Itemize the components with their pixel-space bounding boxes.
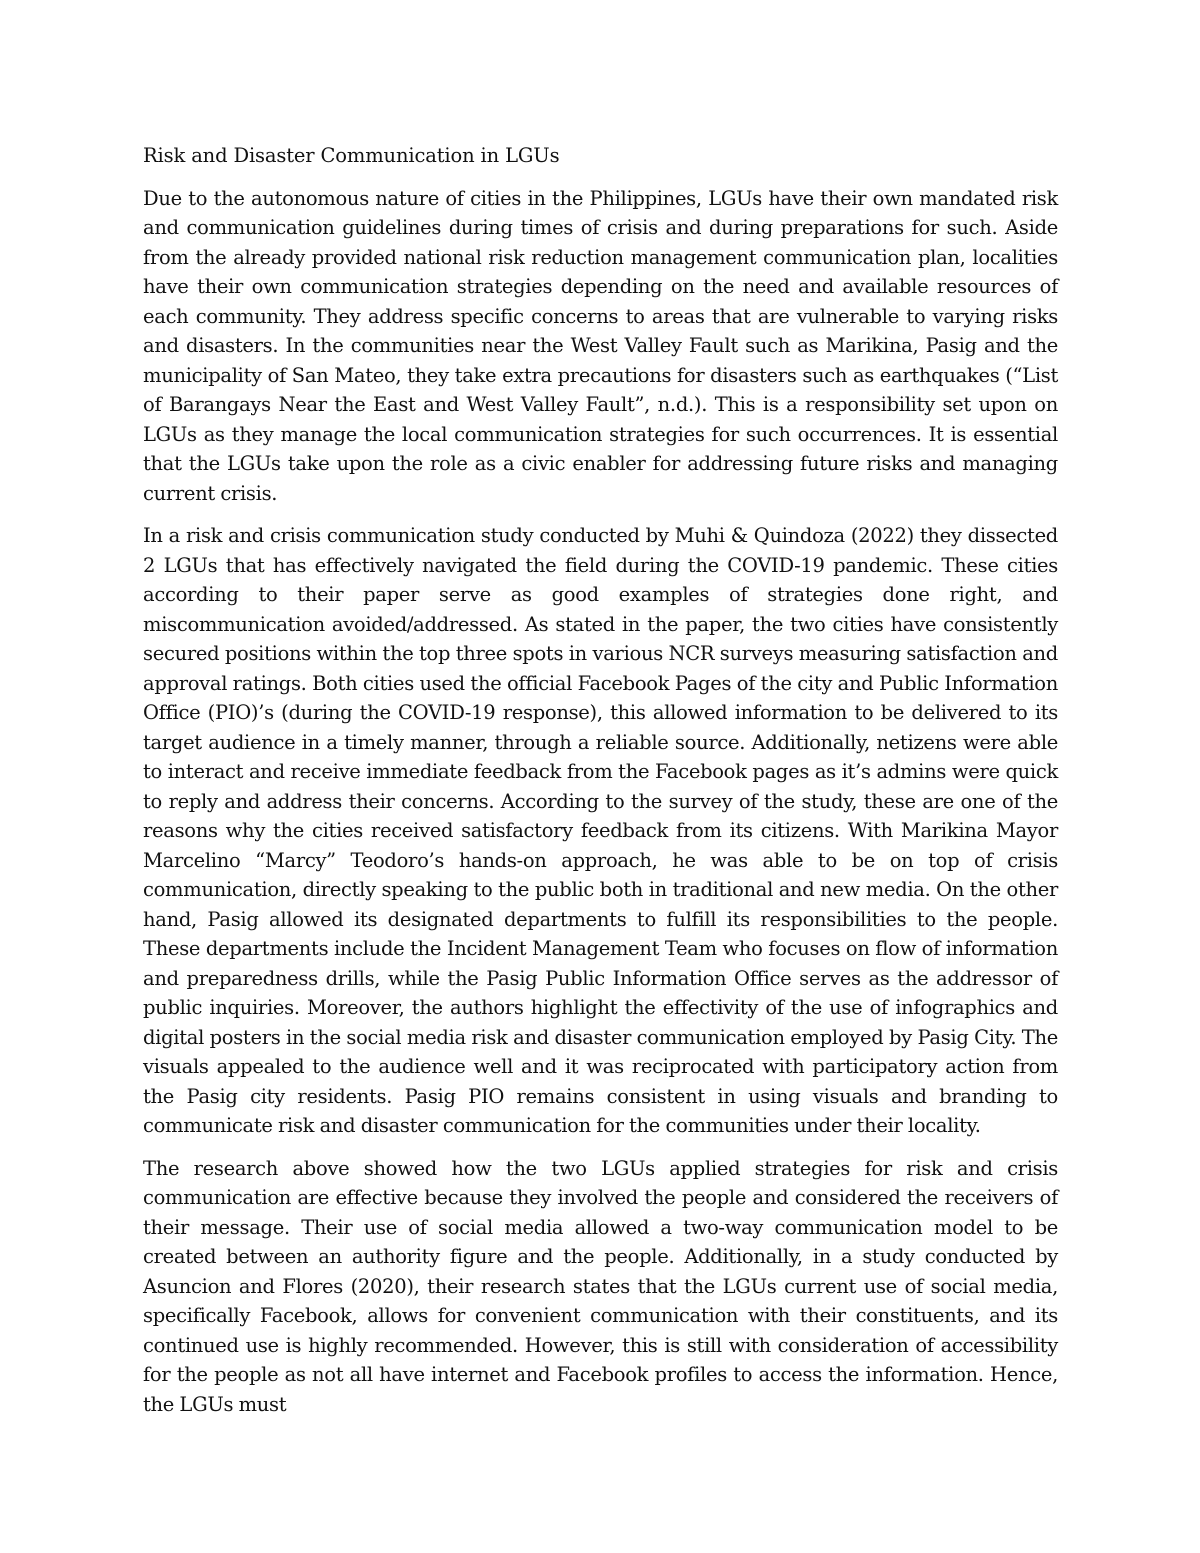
section-heading: Risk and Disaster Communication in LGUs: [143, 144, 560, 167]
paragraph-research-findings: The research above showed how the two LGUs applied strategies for risk and crisis communication are effective because they involved the people and considered the receivers of their message. Their use of social media allowed a two-way communication model to be created between an authority figure and the people. Additionally, in a study conducted by Asuncion and Flores (2020), their research states that the LGUs current use of social media, specifically Facebook, allows for convenient communication with their constituents, and its continued use is highly recommended. However, this is still with consideration of accessibility for the people as not all have internet and Facebook profiles to access the information. Hence, the LGUs must: [143, 1156, 1058, 1416]
paragraph-lgu-guidelines: Due to the autonomous nature of cities in the Philippines, LGUs have their own mandated risk and communication guidelines during times of crisis and during preparations for such. Aside from the already provided national risk reduction management communication plan, localities have their own communication strategies depending on the need and available resources of each community. They address specific concerns to areas that are vulnerable to varying risks and disasters. In the communities near the West Valley Fault such as Marikina, Pasig and the municipality of San Mateo, they take extra precautions for disasters such as earthquakes (“List of Barangays Near the East and West Valley Fault”, n.d.). This is a responsibility set upon on LGUs as they manage the local communication strategies for such occurrences. It is essential that the LGUs take upon the role as a civic enabler for addressing future risks and managing current crisis.: [143, 186, 1058, 505]
paragraph-covid-study: In a risk and crisis communication study conducted by Muhi & Quindoza (2022) they dissected 2 LGUs that has effectively navigated the field during the COVID-19 pandemic. These cities according to their paper serve as good examples of strategies done right, and miscommunication avoided/addressed. As stated in the paper, the two cities have consistently secured positions within the top three spots in various NCR surveys measuring satisfaction and approval ratings. Both cities used the official Facebook Pages of the city and Public Information Office (PIO)’s (during the COVID-19 response), this allowed information to be delivered to its target audience in a timely manner, through a reliable source. Additionally, netizens were able to interact and receive immediate feedback from the Facebook pages as it’s admins were quick to reply and address their concerns. According to the survey of the study, these are one of the reasons why the cities received satisfactory feedback from its citizens. With Marikina Mayor Marcelino “Marcy” Teodoro’s hands-on approach, he was able to be on top of crisis communication, directly speaking to the public both in traditional and new media. On the other hand, Pasig allowed its designated departments to fulfill its responsibilities to the people. These departments include the Incident Management Team who focuses on flow of information and preparedness drills, while the Pasig Public Information Office serves as the addressor of public inquiries. Moreover, the authors highlight the effectivity of the use of infographics and digital posters in the social media risk and disaster communication employed by Pasig City. The visuals appealed to the audience well and it was reciprocated with participatory action from the Pasig city residents. Pasig PIO remains consistent in using visuals and branding to communicate risk and disaster communication for the communities under their locality.: [143, 524, 1058, 1137]
document-body: [143, 141, 1058, 1432]
